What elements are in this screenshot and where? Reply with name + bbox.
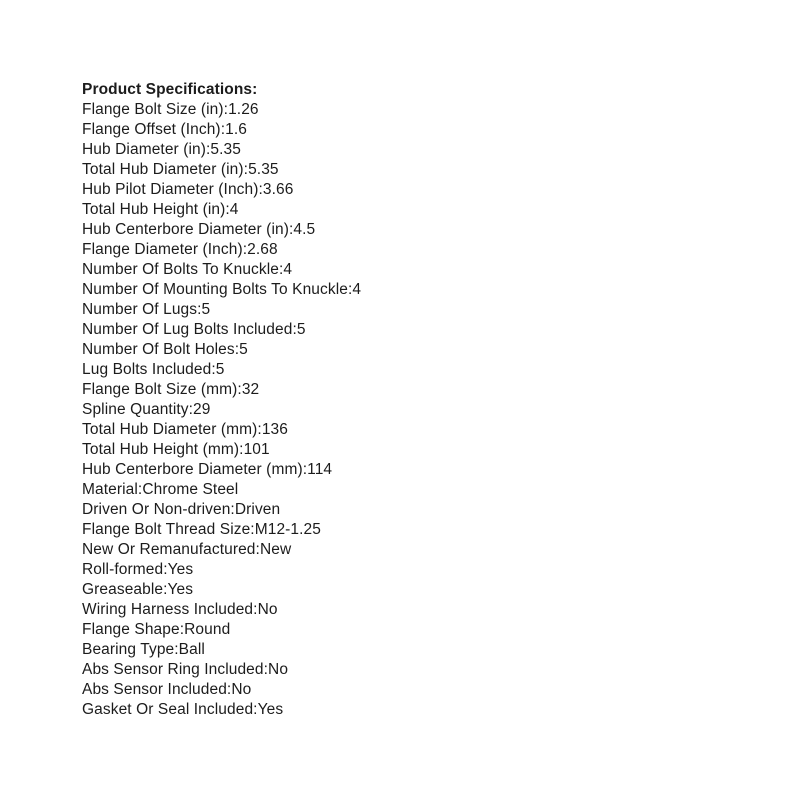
spec-label: Number Of Bolt Holes: — [82, 341, 240, 358]
spec-row — [82, 420, 742, 440]
spec-label: Hub Centerbore Diameter (in): — [82, 221, 294, 238]
spec-row — [82, 380, 742, 400]
spec-value: 5 — [239, 341, 248, 358]
specifications-list — [82, 100, 742, 720]
specifications-title: Product Specifications: — [82, 81, 258, 98]
spec-value: 4.5 — [293, 221, 316, 238]
spec-label: Material: — [82, 481, 143, 498]
spec-value: New — [259, 541, 292, 558]
spec-label: Number Of Lugs: — [82, 301, 202, 318]
spec-row — [82, 460, 742, 480]
spec-value: 2.68 — [247, 241, 278, 258]
spec-label: Flange Bolt Thread Size: — [82, 521, 255, 538]
spec-label: Greaseable: — [82, 581, 168, 598]
spec-row — [82, 120, 742, 140]
spec-row — [82, 400, 742, 420]
spec-row — [82, 660, 742, 680]
spec-label: Roll-formed: — [82, 561, 168, 578]
spec-value: M12-1.25 — [254, 521, 322, 538]
spec-label: Total Hub Height (in): — [82, 201, 230, 218]
spec-row — [82, 140, 742, 160]
spec-value: 5.35 — [210, 141, 241, 158]
spec-row — [82, 480, 742, 500]
spec-row — [82, 560, 742, 580]
spec-label: Lug Bolts Included: — [82, 361, 216, 378]
spec-row — [82, 580, 742, 600]
spec-value: 114 — [307, 461, 333, 478]
spec-value: Round — [184, 621, 231, 638]
spec-label: Hub Pilot Diameter (Inch): — [82, 181, 263, 198]
spec-value: Driven — [234, 501, 281, 518]
spec-label: Total Hub Height (mm): — [82, 441, 244, 458]
spec-value: 1.26 — [228, 101, 259, 118]
spec-label: Flange Bolt Size (mm): — [82, 381, 242, 398]
spec-label: Gasket Or Seal Included: — [82, 701, 258, 718]
spec-label: Flange Diameter (Inch): — [82, 241, 248, 258]
spec-label: Total Hub Diameter (mm): — [82, 421, 262, 438]
spec-value: 136 — [261, 421, 288, 438]
spec-row — [82, 680, 742, 700]
spec-row — [82, 240, 742, 260]
spec-value: 3.66 — [262, 181, 294, 198]
spec-row — [82, 540, 742, 560]
spec-label: Abs Sensor Included: — [82, 681, 232, 698]
spec-label: Wiring Harness Included: — [82, 601, 258, 618]
spec-value: 29 — [193, 401, 211, 418]
spec-value: 32 — [241, 381, 260, 398]
spec-label: Bearing Type: — [82, 641, 179, 658]
spec-value: Chrome Steel — [142, 481, 239, 498]
spec-row — [82, 160, 742, 180]
spec-label: Number Of Lug Bolts Included: — [82, 321, 297, 338]
spec-row — [82, 340, 742, 360]
spec-row — [82, 280, 742, 300]
spec-label: Abs Sensor Ring Included: — [82, 661, 269, 678]
spec-row — [82, 200, 742, 220]
spec-row — [82, 520, 742, 540]
spec-row — [82, 220, 742, 240]
spec-label: Hub Centerbore Diameter (mm): — [82, 461, 308, 478]
spec-label: Number Of Bolts To Knuckle: — [82, 261, 284, 278]
spec-value: Yes — [167, 561, 194, 578]
spec-value: 1.6 — [225, 121, 247, 138]
spec-value: No — [257, 601, 278, 618]
spec-label: New Or Remanufactured: — [82, 541, 260, 558]
product-specifications-block — [82, 80, 742, 720]
spec-label: Total Hub Diameter (in): — [82, 161, 249, 178]
spec-value: Yes — [257, 701, 284, 718]
spec-value: Yes — [167, 581, 194, 598]
spec-label: Hub Diameter (in): — [82, 141, 211, 158]
spec-label: Spline Quantity: — [82, 401, 194, 418]
spec-value: 4 — [352, 281, 362, 298]
spec-label: Number Of Mounting Bolts To Knuckle: — [82, 281, 353, 298]
spec-row — [82, 320, 742, 340]
spec-label: Flange Offset (Inch): — [82, 121, 226, 138]
spec-row — [82, 700, 742, 720]
spec-label: Driven Or Non-driven: — [82, 501, 235, 518]
spec-value: 5.35 — [248, 161, 279, 178]
spec-row — [82, 600, 742, 620]
spec-value: 5 — [201, 301, 211, 318]
spec-value: 4 — [229, 201, 239, 218]
spec-row — [82, 640, 742, 660]
spec-row — [82, 620, 742, 640]
spec-row — [82, 180, 742, 200]
spec-row — [82, 500, 742, 520]
spec-label: Flange Shape: — [82, 621, 185, 638]
spec-value: 4 — [283, 261, 293, 278]
spec-row — [82, 100, 742, 120]
spec-value: No — [231, 681, 252, 698]
spec-row — [82, 440, 742, 460]
spec-value: 101 — [243, 441, 270, 458]
spec-value: 5 — [296, 321, 306, 338]
spec-row — [82, 300, 742, 320]
spec-row — [82, 260, 742, 280]
spec-value: Ball — [178, 641, 205, 658]
spec-label: Flange Bolt Size (in): — [82, 101, 229, 118]
spec-value: 5 — [215, 361, 225, 378]
spec-value: No — [268, 661, 289, 678]
spec-row — [82, 360, 742, 380]
